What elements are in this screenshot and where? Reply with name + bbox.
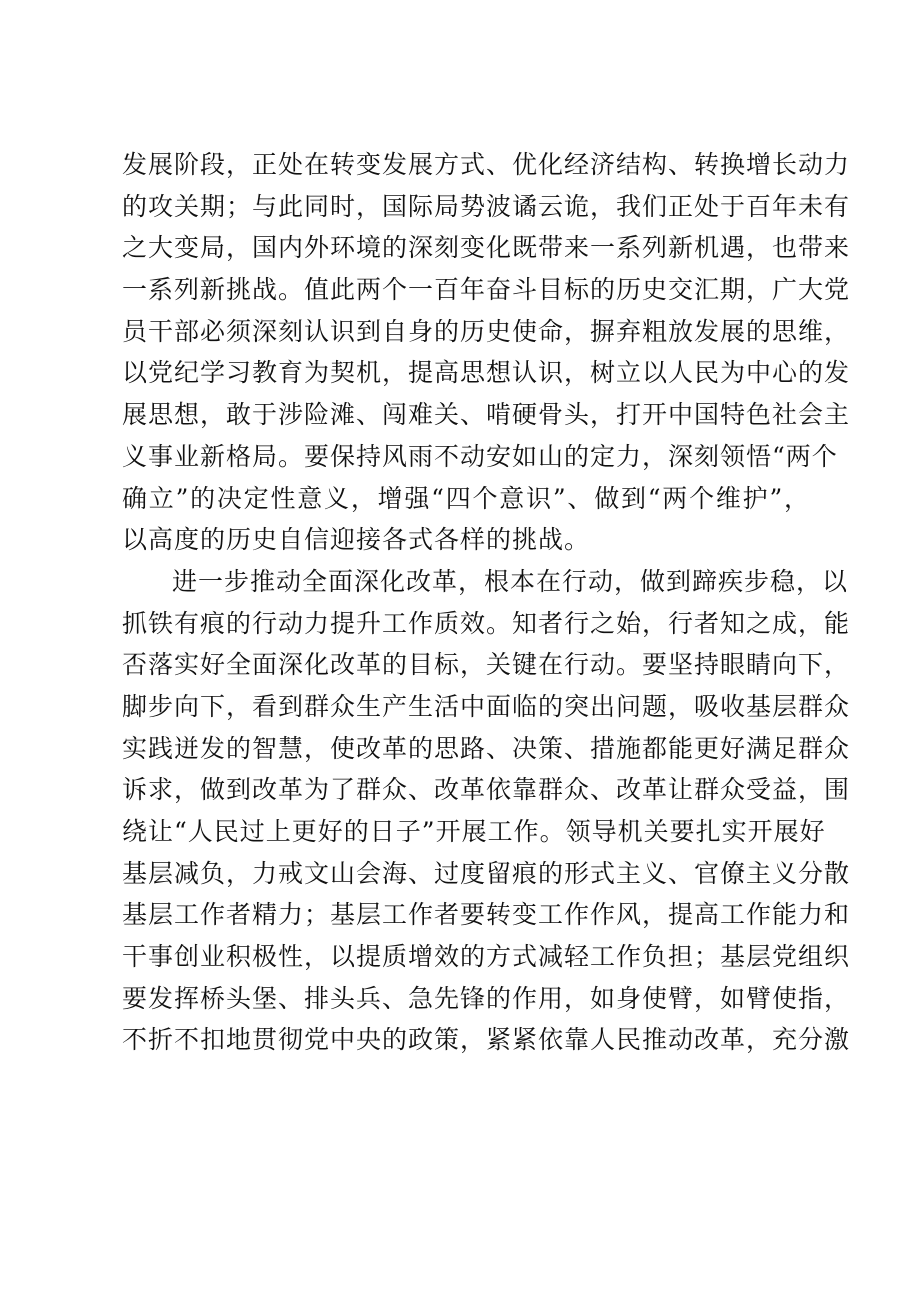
text-line: 展思想，敢于涉险滩、闯难关、啃硬骨头，打开中国特色社会主 — [122, 400, 851, 430]
text-line: 否落实好全面深化改革的目标，关键在行动。要坚持眼睛向下， — [122, 650, 851, 680]
text-line: 确立”的决定性意义，增强“四个意识”、做到“两个维护”， — [122, 483, 810, 513]
text-line: 脚步向下，看到群众生产生活中面临的突出问题，吸收基层群众 — [122, 691, 851, 721]
text-line: 诉求，做到改革为了群众、改革依靠群众、改革让群众受益，围 — [122, 775, 851, 805]
text-line: 干事创业积极性，以提质增效的方式减轻工作负担；基层党组织 — [122, 942, 851, 972]
text-line: 实践迸发的智慧，使改革的思路、决策、措施都能更好满足群众 — [122, 733, 851, 763]
text-line: 员干部必须深刻认识到自身的历史使命，摒弃粗放发展的思维， — [122, 316, 851, 346]
text-line: 的攻关期；与此同时，国际局势波谲云诡，我们正处于百年未有 — [122, 191, 851, 221]
text-line: 义事业新格局。要保持风雨不动安如山的定力，深刻领悟“两个 — [122, 441, 838, 471]
text-line: 基层工作者精力；基层工作者要转变工作作风，提高工作能力和 — [122, 900, 851, 930]
text-line: 以高度的历史自信迎接各式各样的挑战。 — [122, 525, 591, 555]
text-line: 抓铁有痕的行动力提升工作质效。知者行之始，行者知之成，能 — [122, 608, 851, 638]
text-line: 要发挥桥头堡、排头兵、急先锋的作用，如身使臂，如臂使指， — [122, 983, 851, 1013]
paragraph-2 — [122, 561, 851, 1061]
text-line: 绕让“人民过上更好的日子”开展工作。领导机关要扎实开展好 — [122, 817, 826, 846]
paragraph-1 — [122, 144, 851, 561]
text-line: 不折不扣地贯彻党中央的政策，紧紧依靠人民推动改革，充分激 — [122, 1025, 851, 1055]
text-line: 一系列新挑战。值此两个一百年奋斗目标的历史交汇期，广大党 — [122, 275, 851, 305]
text-line: 发展阶段，正处在转变发展方式、优化经济结构、转换增长动力 — [122, 150, 851, 179]
text-line: 基层减负，力戒文山会海、过度留痕的形式主义、官僚主义分散 — [122, 858, 851, 888]
text-line: 之大变局，国内外环境的深刻变化既带来一系列新机遇，也带来 — [122, 233, 851, 263]
text-line: 进一步推动全面深化改革，根本在行动，做到蹄疾步稳，以 — [172, 566, 849, 596]
body-text — [122, 144, 851, 1061]
text-line: 以党纪学习教育为契机，提高思想认识，树立以人民为中心的发 — [122, 358, 851, 388]
